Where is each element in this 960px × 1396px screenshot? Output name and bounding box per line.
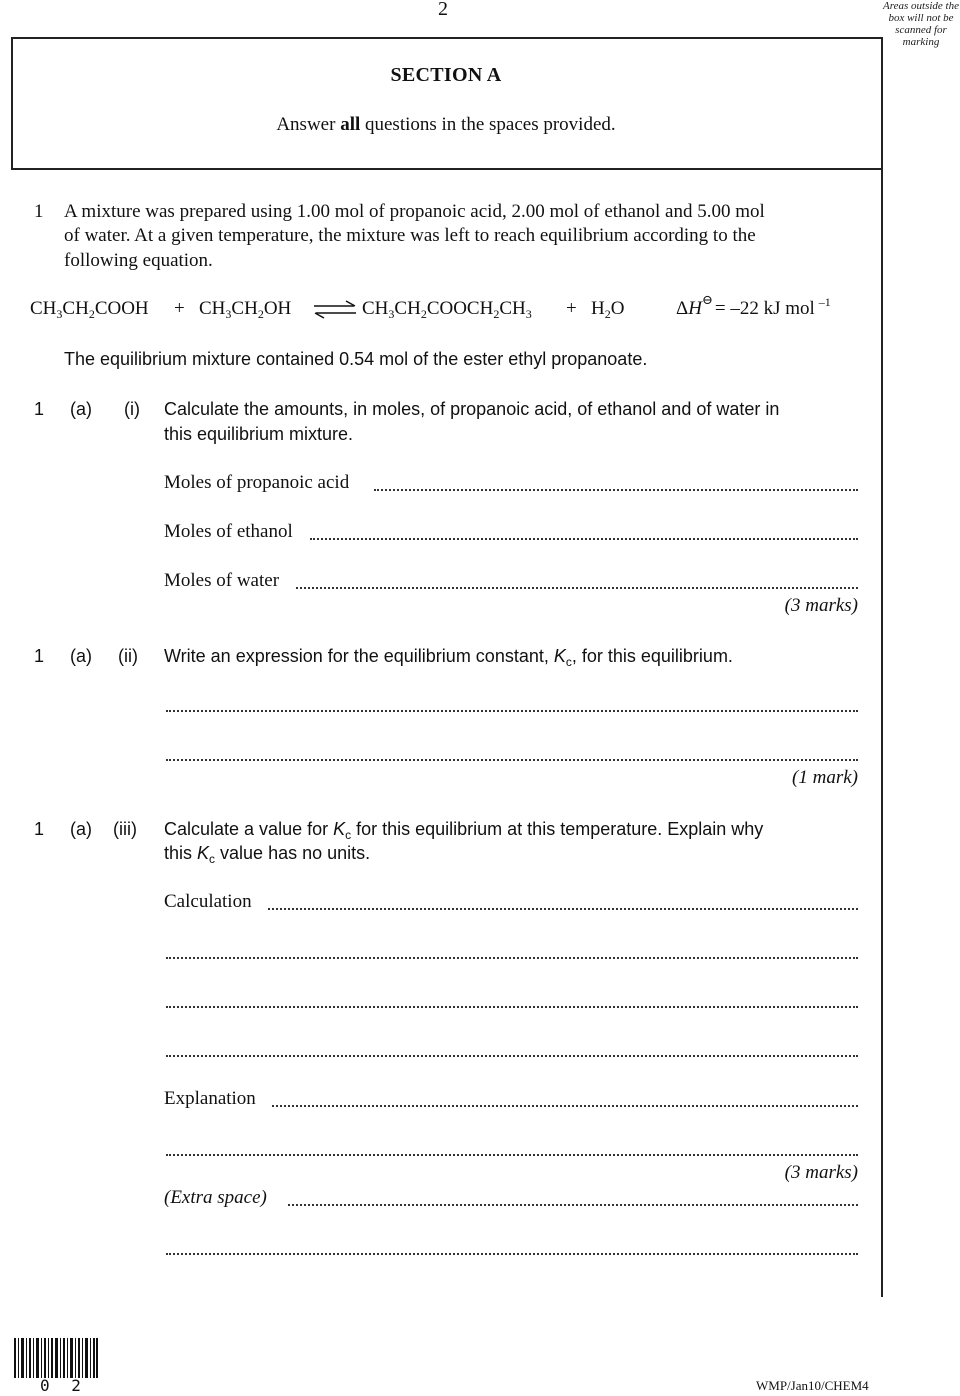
barcode-icon	[14, 1338, 98, 1378]
moles-water-answer[interactable]	[296, 583, 858, 589]
reactant-propanoic-acid: $CH_3CH_2COOH$	[30, 298, 149, 321]
q1ai-line1: Calculate the amounts, in moles, of propanoic acid, of ethanol and of water in	[164, 399, 780, 419]
marks-a-iii: (3 marks)	[784, 1162, 858, 1183]
q1aiii-line1: Calculate a value for $K_c$ for this equilibrium at this temperature. Explain why	[164, 819, 764, 842]
barcode-digits: 0 2	[40, 1376, 87, 1395]
q1-intro-line3: following equation.	[64, 250, 213, 271]
q1aiii-number: 1	[34, 819, 45, 839]
marks-a-i: (3 marks)	[784, 595, 858, 616]
explanation-answer-line1[interactable]	[272, 1101, 858, 1107]
equilibrium-note: The equilibrium mixture contained 0.54 mol of the ester ethyl propanoate.	[64, 349, 648, 369]
equilibrium-arrows-icon	[312, 300, 358, 320]
explanation-label: Explanation	[164, 1088, 256, 1109]
kc-expression-answer-line1[interactable]	[166, 706, 858, 712]
moles-ethanol-answer[interactable]	[310, 534, 858, 540]
calculation-answer-line2[interactable]	[166, 953, 858, 959]
calculation-label: Calculation	[164, 891, 252, 912]
page-number: 2	[438, 0, 448, 20]
standard-state-symbol: ⊖	[701, 292, 713, 307]
chemical-equation	[30, 297, 149, 321]
q1aii-sub: (ii)	[118, 646, 138, 666]
kc-expression-answer-line2[interactable]	[166, 755, 858, 761]
box-right-border	[881, 37, 883, 1297]
plus-sign-1: +	[174, 298, 185, 319]
q1ai-line2: this equilibrium mixture.	[164, 424, 354, 444]
q1aiii-line2: this $K_c$ value has no units.	[164, 843, 371, 866]
marks-a-ii: (1 mark)	[792, 767, 858, 788]
moles-ethanol-label: Moles of ethanol	[164, 521, 293, 542]
extra-space-answer-line2[interactable]	[166, 1249, 858, 1255]
moles-water-label: Moles of water	[164, 570, 280, 591]
extra-space-label: (Extra space)	[164, 1187, 267, 1208]
extra-space-answer-line1[interactable]	[288, 1200, 858, 1206]
q1aii-number: 1	[34, 646, 45, 666]
q1-intro-line2: of water. At a given temperature, the mixture was left to reach equilibrium according to the	[64, 225, 756, 246]
section-instruction: Answer all questions in the spaces provided.	[276, 114, 616, 135]
section-title: SECTION A	[390, 64, 502, 86]
calculation-answer-line3[interactable]	[166, 1002, 858, 1008]
box-left-border	[11, 37, 13, 170]
q1aii-part: (a)	[70, 646, 92, 666]
reactant-ethanol: $CH_3CH_2OH$	[199, 298, 292, 321]
q1ai-sub: (i)	[124, 399, 140, 419]
box-section-divider	[11, 168, 882, 170]
q1-intro-line1: A mixture was prepared using 1.00 mol of propanoic acid, 2.00 mol of ethanol and 5.00 mol	[64, 201, 765, 222]
plus-sign-2: +	[566, 298, 577, 319]
q1ai-number: 1	[34, 399, 45, 419]
calculation-answer-line1[interactable]	[268, 904, 858, 910]
moles-propanoic-acid-label: Moles of propanoic acid	[164, 472, 350, 493]
q1aiii-sub: (iii)	[113, 819, 137, 839]
question-number: 1	[34, 201, 44, 222]
calculation-answer-line4[interactable]	[166, 1051, 858, 1057]
explanation-answer-line2[interactable]	[166, 1150, 858, 1156]
moles-propanoic-acid-answer[interactable]	[374, 485, 858, 491]
enthalpy-change: ΔH⊖ = –22 kJ mol $^{-1}$	[676, 292, 831, 319]
footer-code: WMP/Jan10/CHEM4	[756, 1378, 869, 1393]
margin-note: Areas outside the box will not be scanned for marking	[883, 0, 959, 48]
product-ethyl-propanoate: $CH_3CH_2COOCH_2CH_3$	[362, 298, 532, 321]
q1aii-line1: Write an expression for the equilibrium constant, $K_c$, for this equilibrium.	[164, 646, 733, 669]
q1aiii-part: (a)	[70, 819, 92, 839]
product-water: $H_2O$	[591, 298, 625, 321]
q1ai-part: (a)	[70, 399, 92, 419]
box-top-border	[11, 37, 882, 39]
